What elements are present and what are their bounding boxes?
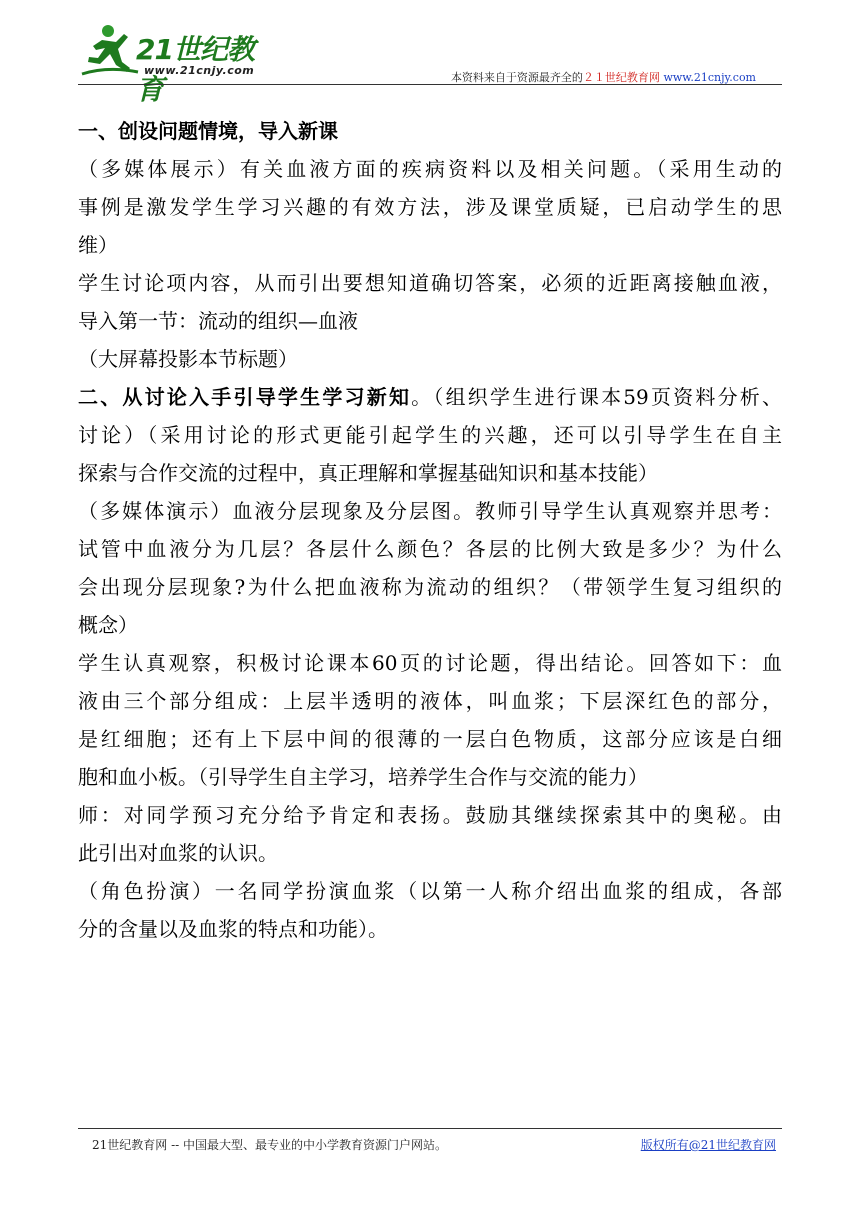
paragraph-line: 学生认真观察，积极讨论课本60页的讨论题，得出结论。回答如下：血 — [78, 651, 782, 675]
paragraph-line: 分的含量以及血浆的特点和功能）。 — [78, 917, 388, 941]
section-heading-1: 一、创设问题情境，导入新课 — [78, 119, 338, 143]
page-header — [78, 22, 782, 106]
logo-url: www.21cnjy.com — [144, 64, 255, 77]
paragraph-line: （角色扮演）一名同学扮演血浆（以第一人称介绍出血浆的组成，各部 — [78, 879, 782, 903]
paragraph-line: 探索与合作交流的过程中，真正理解和掌握基础知识和基本技能） — [78, 461, 658, 485]
logo-text: 21世纪教育 — [136, 33, 254, 106]
paragraph-line: 此引出对血浆的认识。 — [78, 841, 278, 865]
paragraph-line: （多媒体演示）血液分层现象及分层图。教师引导学生认真观察并思考： — [78, 499, 782, 523]
document-body — [78, 112, 782, 948]
paragraph-line: 概念） — [78, 613, 138, 637]
section-heading-2: 二、从讨论入手引导学生学习新知 — [78, 385, 412, 409]
footer-divider — [78, 1128, 782, 1129]
paragraph-line: （多媒体展示）有关血液方面的疾病资料以及相关问题。（采用生动的 — [78, 157, 782, 181]
header-note-prefix: 本资料来自于资源最齐全的 — [450, 71, 583, 84]
paragraph-text: 。（组织学生进行课本59页资料分析、 — [411, 385, 782, 409]
paragraph-line: 学生讨论项内容，从而引出要想知道确切答案，必须的近距离接触血液， — [78, 271, 782, 295]
paragraph-line: 试管中血液分为几层？各层什么颜色？各层的比例大致是多少？为什么 — [78, 537, 782, 561]
paragraph-line: 事例是激发学生学习兴趣的有效方法，涉及课堂质疑，已启动学生的思 — [78, 195, 782, 219]
paragraph-line: 会出现分层现象?为什么把血液称为流动的组织？（带领学生复习组织的 — [78, 575, 782, 599]
footer-copyright-link[interactable]: 版权所有@21世纪教育网 — [640, 1138, 776, 1152]
header-url-link[interactable]: www.21cnjy.com — [663, 71, 756, 84]
header-source-note — [451, 69, 756, 85]
paragraph-line: 液由三个部分组成：上层半透明的液体，叫血浆；下层深红色的部分， — [78, 689, 782, 713]
paragraph-line: 讨论）（采用讨论的形式更能引起学生的兴趣，还可以引导学生在自主 — [78, 423, 782, 447]
paragraph-line: 师：对同学预习充分给予肯定和表扬。鼓励其继续探索其中的奥秘。由 — [78, 803, 782, 827]
header-brand: ２１世纪教育网 — [582, 71, 660, 84]
paragraph-line-with-heading — [78, 378, 782, 416]
paragraph-line: 是红细胞；还有上下层中间的很薄的一层白色物质，这部分应该是白细 — [78, 727, 782, 751]
runner-logo-icon — [78, 22, 142, 80]
paragraph-line: （大屏幕投影本节标题） — [78, 347, 298, 371]
site-logo[interactable] — [78, 22, 278, 106]
footer-site-description: 21世纪教育网 -- 中国最大型、最专业的中小学教育资源门户网站。 — [92, 1138, 448, 1152]
paragraph-line: 胞和血小板。（引导学生自主学习，培养学生合作与交流的能力） — [78, 765, 648, 789]
paragraph-line: 导入第一节：流动的组织—血液 — [78, 309, 358, 333]
paragraph-line: 维） — [78, 233, 118, 257]
header-divider — [78, 84, 782, 85]
